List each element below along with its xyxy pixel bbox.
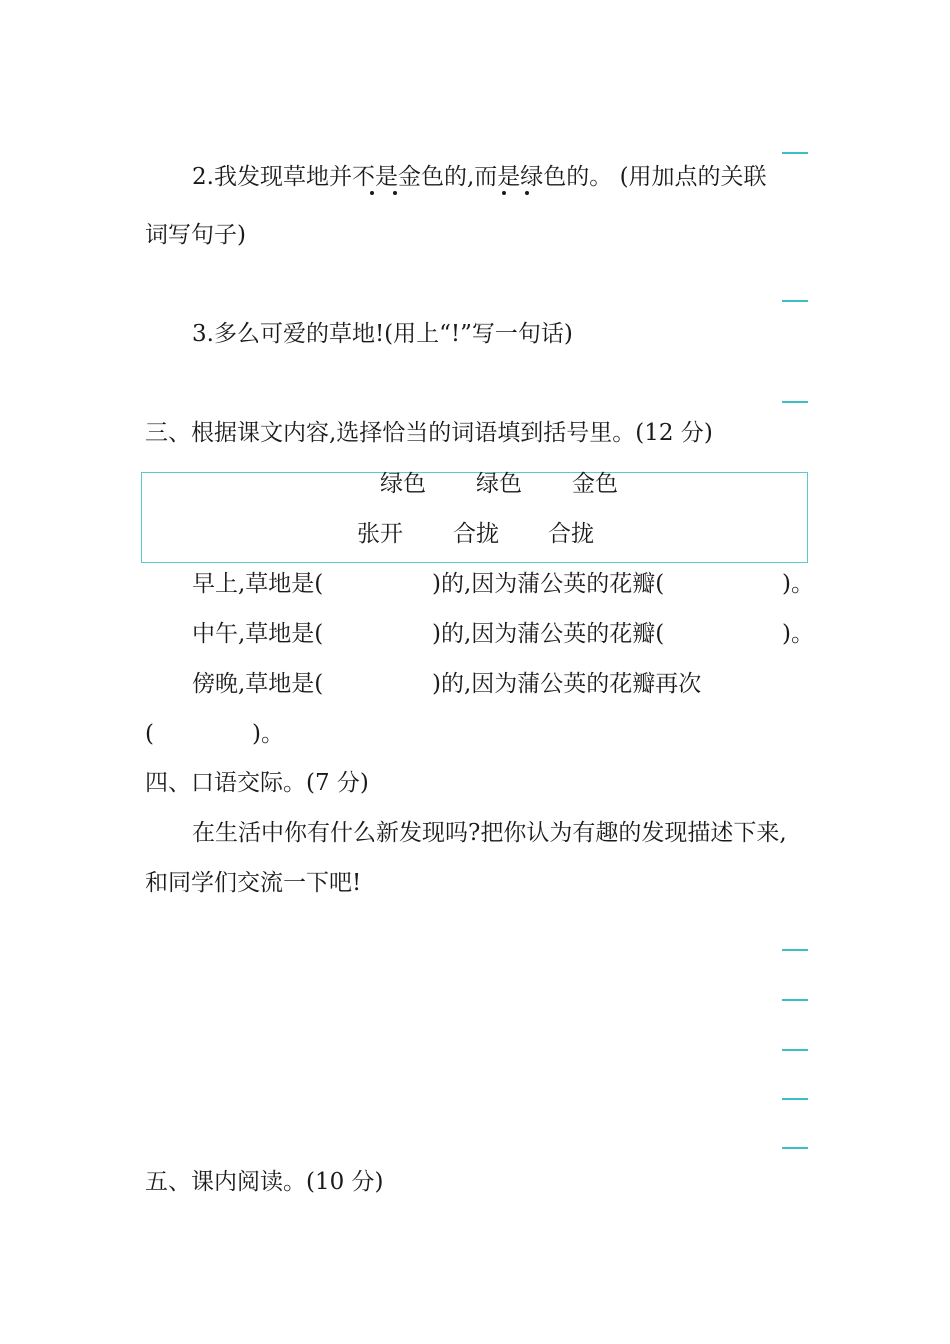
fill-line-evening-a: 傍晚,草地是(: [192, 671, 324, 697]
section5-heading: 五、课内阅读。(10 分): [145, 1169, 384, 1195]
answer-line[interactable]: [782, 300, 808, 302]
q2-line2: 词写句子): [145, 222, 246, 248]
word-option: 绿色: [476, 471, 522, 497]
q3-text: 3.多么可爱的草地!(用上“!”写一句话): [192, 321, 573, 347]
fill-line-evening2-a: (: [145, 721, 154, 747]
word-option: 金色: [572, 471, 618, 497]
emphasis-dot: [393, 191, 397, 195]
answer-line[interactable]: [782, 152, 808, 154]
fill-line-morning-b: )的,因为蒲公英的花瓣(: [432, 571, 665, 597]
emphasis-dot: [502, 191, 506, 195]
section4-prompt-line1: 在生活中你有什么新发现吗?把你认为有趣的发现描述下来,: [192, 820, 787, 846]
fill-line-morning-a: 早上,草地是(: [192, 571, 324, 597]
answer-line[interactable]: [782, 401, 808, 403]
word-option: 合拢: [548, 521, 594, 547]
q2-emphasis-word-2: 而是: [474, 164, 521, 190]
section3-heading: 三、根据课文内容,选择恰当的词语填到括号里。(12 分): [145, 420, 713, 446]
fill-line-noon-a: 中午,草地是(: [192, 621, 324, 647]
emphasis-dot: [525, 191, 529, 195]
word-option: 张开: [357, 521, 403, 547]
fill-line-morning-c: )。: [782, 571, 814, 597]
word-bank-box: [141, 472, 808, 563]
fill-line-noon-c: )。: [782, 621, 814, 647]
word-option: 绿色: [380, 471, 426, 497]
q2-prefix: 2.我发现草地并: [192, 164, 352, 190]
answer-line[interactable]: [782, 1147, 808, 1149]
q2-suffix: 绿色的。 (用加点的关联: [520, 164, 767, 190]
word-option: 合拢: [453, 521, 499, 547]
q2-mid: 金色的,: [397, 164, 475, 190]
fill-line-evening2-b: )。: [252, 721, 284, 747]
answer-line[interactable]: [782, 949, 808, 951]
q2-emphasis-word-1: 不是: [351, 164, 398, 190]
section4-heading: 四、口语交际。(7 分): [145, 770, 369, 796]
fill-line-noon-b: )的,因为蒲公英的花瓣(: [432, 621, 665, 647]
answer-line[interactable]: [782, 999, 808, 1001]
answer-line[interactable]: [782, 1098, 808, 1100]
fill-line-evening-b: )的,因为蒲公英的花瓣再次: [432, 671, 702, 697]
section4-prompt-line2: 和同学们交流一下吧!: [145, 870, 362, 896]
q2-line1: [192, 162, 767, 192]
answer-line[interactable]: [782, 1049, 808, 1051]
emphasis-dot: [370, 191, 374, 195]
